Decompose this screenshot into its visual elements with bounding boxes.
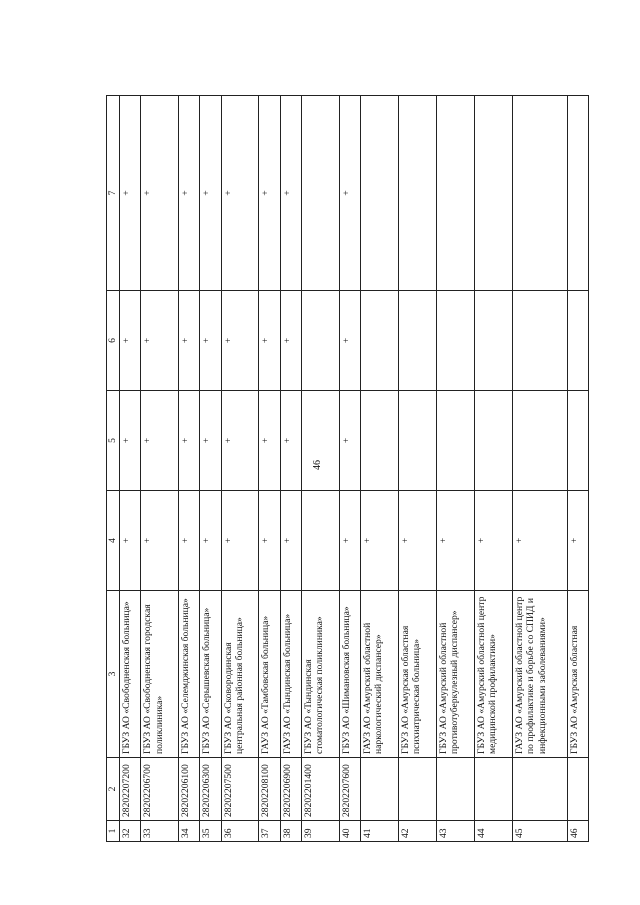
table-row: [339, 96, 360, 842]
mark-cell-col5: [398, 391, 436, 491]
mark-cell-col4: +: [141, 491, 179, 591]
column-header-7: 7: [107, 96, 120, 291]
organization-name-cell: ГБУЗ АО «Сковородинская центральная районная больница»: [221, 591, 259, 758]
mark-cell-col7: +: [200, 96, 221, 291]
mark-cell-col6: [567, 291, 588, 391]
code-cell: 28202208100: [259, 758, 280, 821]
column-header-4: 4: [107, 491, 120, 591]
organization-name-cell: ГБУЗ АО «Амурский областной противотуберкулезный диспансер»: [436, 591, 474, 758]
row-number-cell: 38: [280, 821, 301, 842]
mark-cell-col4: +: [339, 491, 360, 591]
mark-cell-col6: [360, 291, 398, 391]
mark-cell-col7: +: [120, 96, 141, 291]
organization-name-cell: ГБУЗ АО «Свободненская больница»: [120, 591, 141, 758]
table-row: [398, 96, 436, 842]
row-number-cell: 33: [141, 821, 179, 842]
code-cell: 28202207500: [221, 758, 259, 821]
row-number-cell: 43: [436, 821, 474, 842]
table-row: [120, 96, 141, 842]
code-cell: [436, 758, 474, 821]
mark-cell-col4: +: [259, 491, 280, 591]
mark-cell-col7: +: [221, 96, 259, 291]
row-number-cell: 36: [221, 821, 259, 842]
mark-cell-col7: [512, 96, 567, 291]
mark-cell-col5: +: [339, 391, 360, 491]
mark-cell-col4: +: [474, 491, 512, 591]
table-row: [301, 96, 339, 842]
code-cell: 28202206900: [280, 758, 301, 821]
mark-cell-col5: [512, 391, 567, 491]
code-cell: 28202206100: [179, 758, 200, 821]
mark-cell-col6: [436, 291, 474, 391]
column-header-1: 1: [107, 821, 120, 842]
table-row: [567, 96, 588, 842]
mark-cell-col6: [301, 291, 339, 391]
table-row: [436, 96, 474, 842]
mark-cell-col4: +: [179, 491, 200, 591]
mark-cell-col4: +: [360, 491, 398, 591]
mark-cell-col5: +: [141, 391, 179, 491]
code-cell: [512, 758, 567, 821]
table-body: [120, 96, 589, 842]
rotated-table-container: [106, 96, 589, 842]
row-number-cell: 37: [259, 821, 280, 842]
mark-cell-col6: +: [120, 291, 141, 391]
mark-cell-col5: [567, 391, 588, 491]
code-cell: 28202201400: [301, 758, 339, 821]
organization-name-cell: ГАУЗ АО «Тамбовская больница»: [259, 591, 280, 758]
mark-cell-col7: +: [339, 96, 360, 291]
row-number-cell: 42: [398, 821, 436, 842]
mark-cell-col7: [567, 96, 588, 291]
table-row: [221, 96, 259, 842]
mark-cell-col5: +: [179, 391, 200, 491]
mark-cell-col7: +: [259, 96, 280, 291]
data-table: [106, 95, 589, 842]
row-number-cell: 32: [120, 821, 141, 842]
mark-cell-col6: +: [259, 291, 280, 391]
code-cell: [474, 758, 512, 821]
mark-cell-col4: [301, 491, 339, 591]
mark-cell-col7: [398, 96, 436, 291]
table-row: [360, 96, 398, 842]
column-header-2: 2: [107, 758, 120, 821]
code-cell: [360, 758, 398, 821]
mark-cell-col6: +: [200, 291, 221, 391]
mark-cell-col6: +: [280, 291, 301, 391]
column-header-6: 6: [107, 291, 120, 391]
row-number-cell: 45: [512, 821, 567, 842]
organization-name-cell: ГАУЗ АО «Амурский областной наркологический диспансер»: [360, 591, 398, 758]
table-row: [512, 96, 567, 842]
organization-name-cell: ГБУЗ АО «Амурская областная: [567, 591, 588, 758]
code-cell: 28202206300: [200, 758, 221, 821]
table-row: [141, 96, 179, 842]
mark-cell-col5: +: [259, 391, 280, 491]
mark-cell-col7: [436, 96, 474, 291]
page-number: 46: [312, 460, 323, 470]
row-number-cell: 35: [200, 821, 221, 842]
mark-cell-col6: +: [179, 291, 200, 391]
mark-cell-col4: +: [280, 491, 301, 591]
organization-name-cell: ГБУЗ АО «Свободненская городская поликлиника»: [141, 591, 179, 758]
mark-cell-col6: +: [141, 291, 179, 391]
column-header-3: 3: [107, 591, 120, 758]
row-number-cell: 39: [301, 821, 339, 842]
mark-cell-col5: [474, 391, 512, 491]
organization-name-cell: ГБУЗ АО «Амурская областная психиатрическая больница»: [398, 591, 436, 758]
mark-cell-col4: +: [120, 491, 141, 591]
mark-cell-col5: +: [200, 391, 221, 491]
organization-name-cell: ГБУЗ АО «Тындинская стоматологическая поликлиника»: [301, 591, 339, 758]
mark-cell-col7: +: [141, 96, 179, 291]
organization-name-cell: ГБУЗ АО «Шимановская больница»: [339, 591, 360, 758]
code-cell: 28202207200: [120, 758, 141, 821]
mark-cell-col4: +: [398, 491, 436, 591]
organization-name-cell: ГАУЗ АО «Амурский областной центр по профилактике и борьбе со СПИД и инфекционными заболеваниями»: [512, 591, 567, 758]
table-header-row: [107, 96, 120, 842]
mark-cell-col7: [360, 96, 398, 291]
mark-cell-col4: +: [436, 491, 474, 591]
table-row: [200, 96, 221, 842]
row-number-cell: 44: [474, 821, 512, 842]
row-number-cell: 40: [339, 821, 360, 842]
mark-cell-col5: +: [120, 391, 141, 491]
table-row: [280, 96, 301, 842]
code-cell: 28202207600: [339, 758, 360, 821]
mark-cell-col5: [436, 391, 474, 491]
code-cell: 28202206700: [141, 758, 179, 821]
mark-cell-col5: [360, 391, 398, 491]
row-number-cell: 34: [179, 821, 200, 842]
row-number-cell: 46: [567, 821, 588, 842]
mark-cell-col4: +: [567, 491, 588, 591]
mark-cell-col6: +: [221, 291, 259, 391]
mark-cell-col5: +: [280, 391, 301, 491]
mark-cell-col4: +: [221, 491, 259, 591]
code-cell: [398, 758, 436, 821]
mark-cell-col7: [301, 96, 339, 291]
mark-cell-col6: +: [339, 291, 360, 391]
mark-cell-col6: [512, 291, 567, 391]
organization-name-cell: ГБУЗ АО «Серышевская больница»: [200, 591, 221, 758]
mark-cell-col6: [474, 291, 512, 391]
table-row: [179, 96, 200, 842]
mark-cell-col7: +: [280, 96, 301, 291]
mark-cell-col4: +: [512, 491, 567, 591]
row-number-cell: 41: [360, 821, 398, 842]
table-row: [259, 96, 280, 842]
code-cell: [567, 758, 588, 821]
column-header-5: 5: [107, 391, 120, 491]
mark-cell-col4: +: [200, 491, 221, 591]
mark-cell-col7: +: [179, 96, 200, 291]
mark-cell-col6: [398, 291, 436, 391]
mark-cell-col7: [474, 96, 512, 291]
organization-name-cell: ГБУЗ АО «Селемджинская больница»: [179, 591, 200, 758]
organization-name-cell: ГАУЗ АО «Тындинская больница»: [280, 591, 301, 758]
table-row: [474, 96, 512, 842]
organization-name-cell: ГБУЗ АО «Амурский областной центр медицинской профилактики»: [474, 591, 512, 758]
mark-cell-col5: [301, 391, 339, 491]
mark-cell-col5: +: [221, 391, 259, 491]
